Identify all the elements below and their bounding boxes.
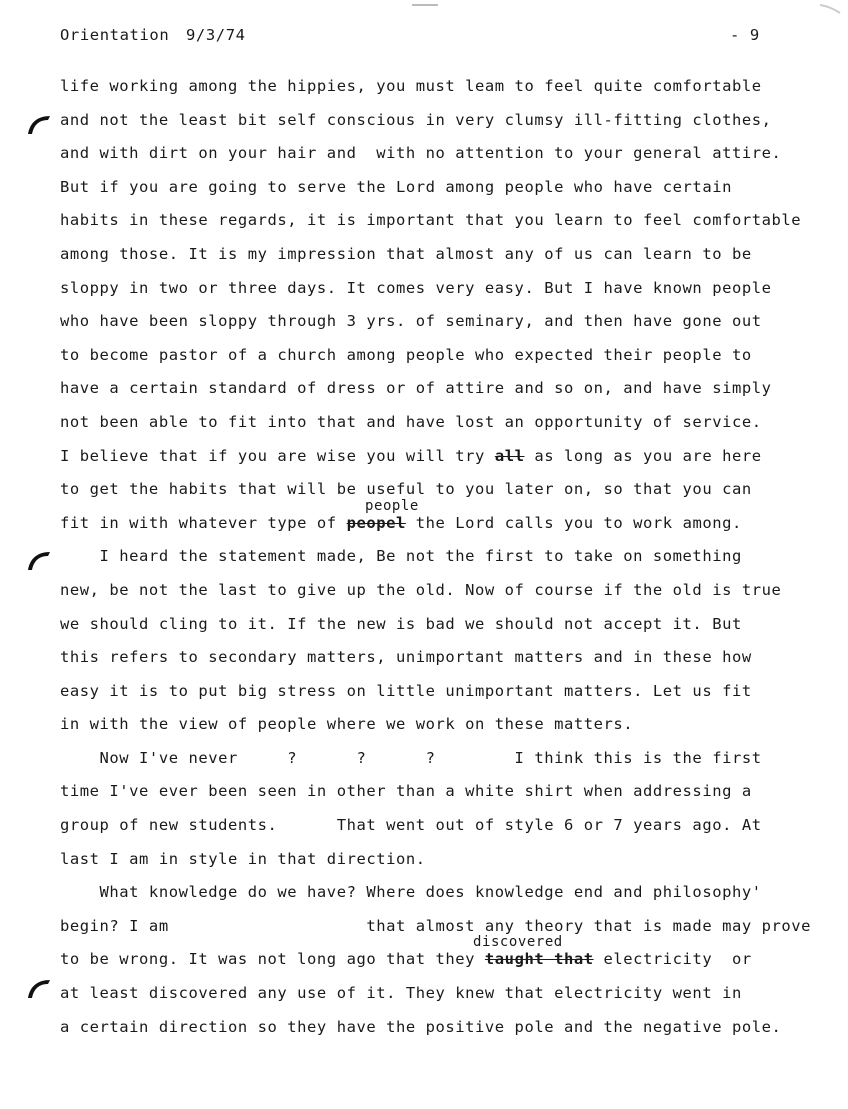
text-line: to get the habits that will be useful to you later on, so that you can	[60, 480, 752, 499]
text-line: What knowledge do we have? Where does knowledge end and philosophy'	[60, 883, 762, 902]
text-line: last I am in style in that direction.	[60, 849, 426, 868]
text-line: time I've ever been seen in other than a white shirt when addressing a	[60, 782, 752, 801]
punch-hole-bottom	[26, 976, 52, 1002]
scan-mark-top	[410, 0, 440, 12]
line-text: to be wrong. It was not long ago that they	[60, 950, 485, 969]
text-line: and with dirt on your hair and with no attention to your general attire.	[60, 144, 782, 163]
line-text: I believe that if you are wise you will try	[60, 446, 495, 465]
text-line: in with the view of people where we work on these matters.	[60, 715, 634, 734]
struck-word: all	[494, 446, 525, 465]
text-line: who have been sloppy through 3 yrs. of seminary, and then have gone out	[60, 312, 762, 331]
text-line-with-insertion	[60, 497, 820, 546]
inserted-word: discovered	[473, 934, 563, 951]
text-line: not been able to fit into that and have lost an opportunity of service.	[60, 412, 762, 431]
text-line: But if you are going to serve the Lord among people who have certain	[60, 177, 732, 196]
line-text: as long as you are here	[524, 446, 762, 465]
text-line: Now I've never ? ? ? I think this is the first	[60, 748, 762, 767]
text-line: new, be not the last to give up the old. Now of course if the old is true	[60, 580, 782, 599]
punch-hole-middle	[26, 548, 52, 574]
document-date: 9/3/74	[186, 26, 246, 44]
text-line: a certain direction so they have the positive pole and the negative pole.	[60, 1017, 782, 1036]
document-title: Orientation	[60, 26, 170, 44]
text-line: this refers to secondary matters, unimportant matters and in these how	[60, 648, 752, 667]
document-body	[60, 75, 820, 1049]
line-text: the Lord calls you to work among.	[405, 513, 742, 532]
text-line: sloppy in two or three days. It comes very easy. But I have known people	[60, 278, 772, 297]
punch-hole-top	[26, 112, 52, 138]
text-line: group of new students. That went out of style 6 or 7 years ago. At	[60, 816, 762, 835]
text-line: I heard the statement made, Be not the first to take on something	[60, 547, 742, 566]
struck-word: taught that	[484, 950, 594, 969]
text-line-with-insertion	[60, 934, 820, 982]
text-line: at least discovered any use of it. They knew that electricity went in	[60, 984, 742, 1003]
struck-word: peopel	[346, 513, 406, 532]
text-line: have a certain standard of dress or of attire and so on, and have simply	[60, 379, 772, 398]
inserted-word: people	[365, 497, 419, 514]
line-text: electricity or	[593, 950, 752, 969]
text-line: begin? I am that almost any theory that is made may prove	[60, 916, 812, 935]
text-line: habits in these regards, it is important that you learn to feel comfortable	[60, 211, 802, 230]
text-line: life working among the hippies, you must leam to feel quite comfortable	[60, 77, 762, 95]
page-number: - 9	[730, 26, 760, 44]
text-line: and not the least bit self conscious in very clumsy ill-fitting clothes,	[60, 110, 772, 129]
scan-mark-corner	[816, 0, 846, 12]
text-line: to become pastor of a church among people who expected their people to	[60, 345, 752, 364]
line-text: fit in with whatever type of	[60, 513, 347, 532]
text-line-with-strikeout	[60, 445, 820, 479]
text-line: among those. It is my impression that almost any of us can learn to be	[60, 244, 752, 263]
text-line: easy it is to put big stress on little unimportant matters. Let us fit	[60, 681, 752, 700]
text-line: we should cling to it. If the new is bad we should not accept it. But	[60, 614, 742, 633]
